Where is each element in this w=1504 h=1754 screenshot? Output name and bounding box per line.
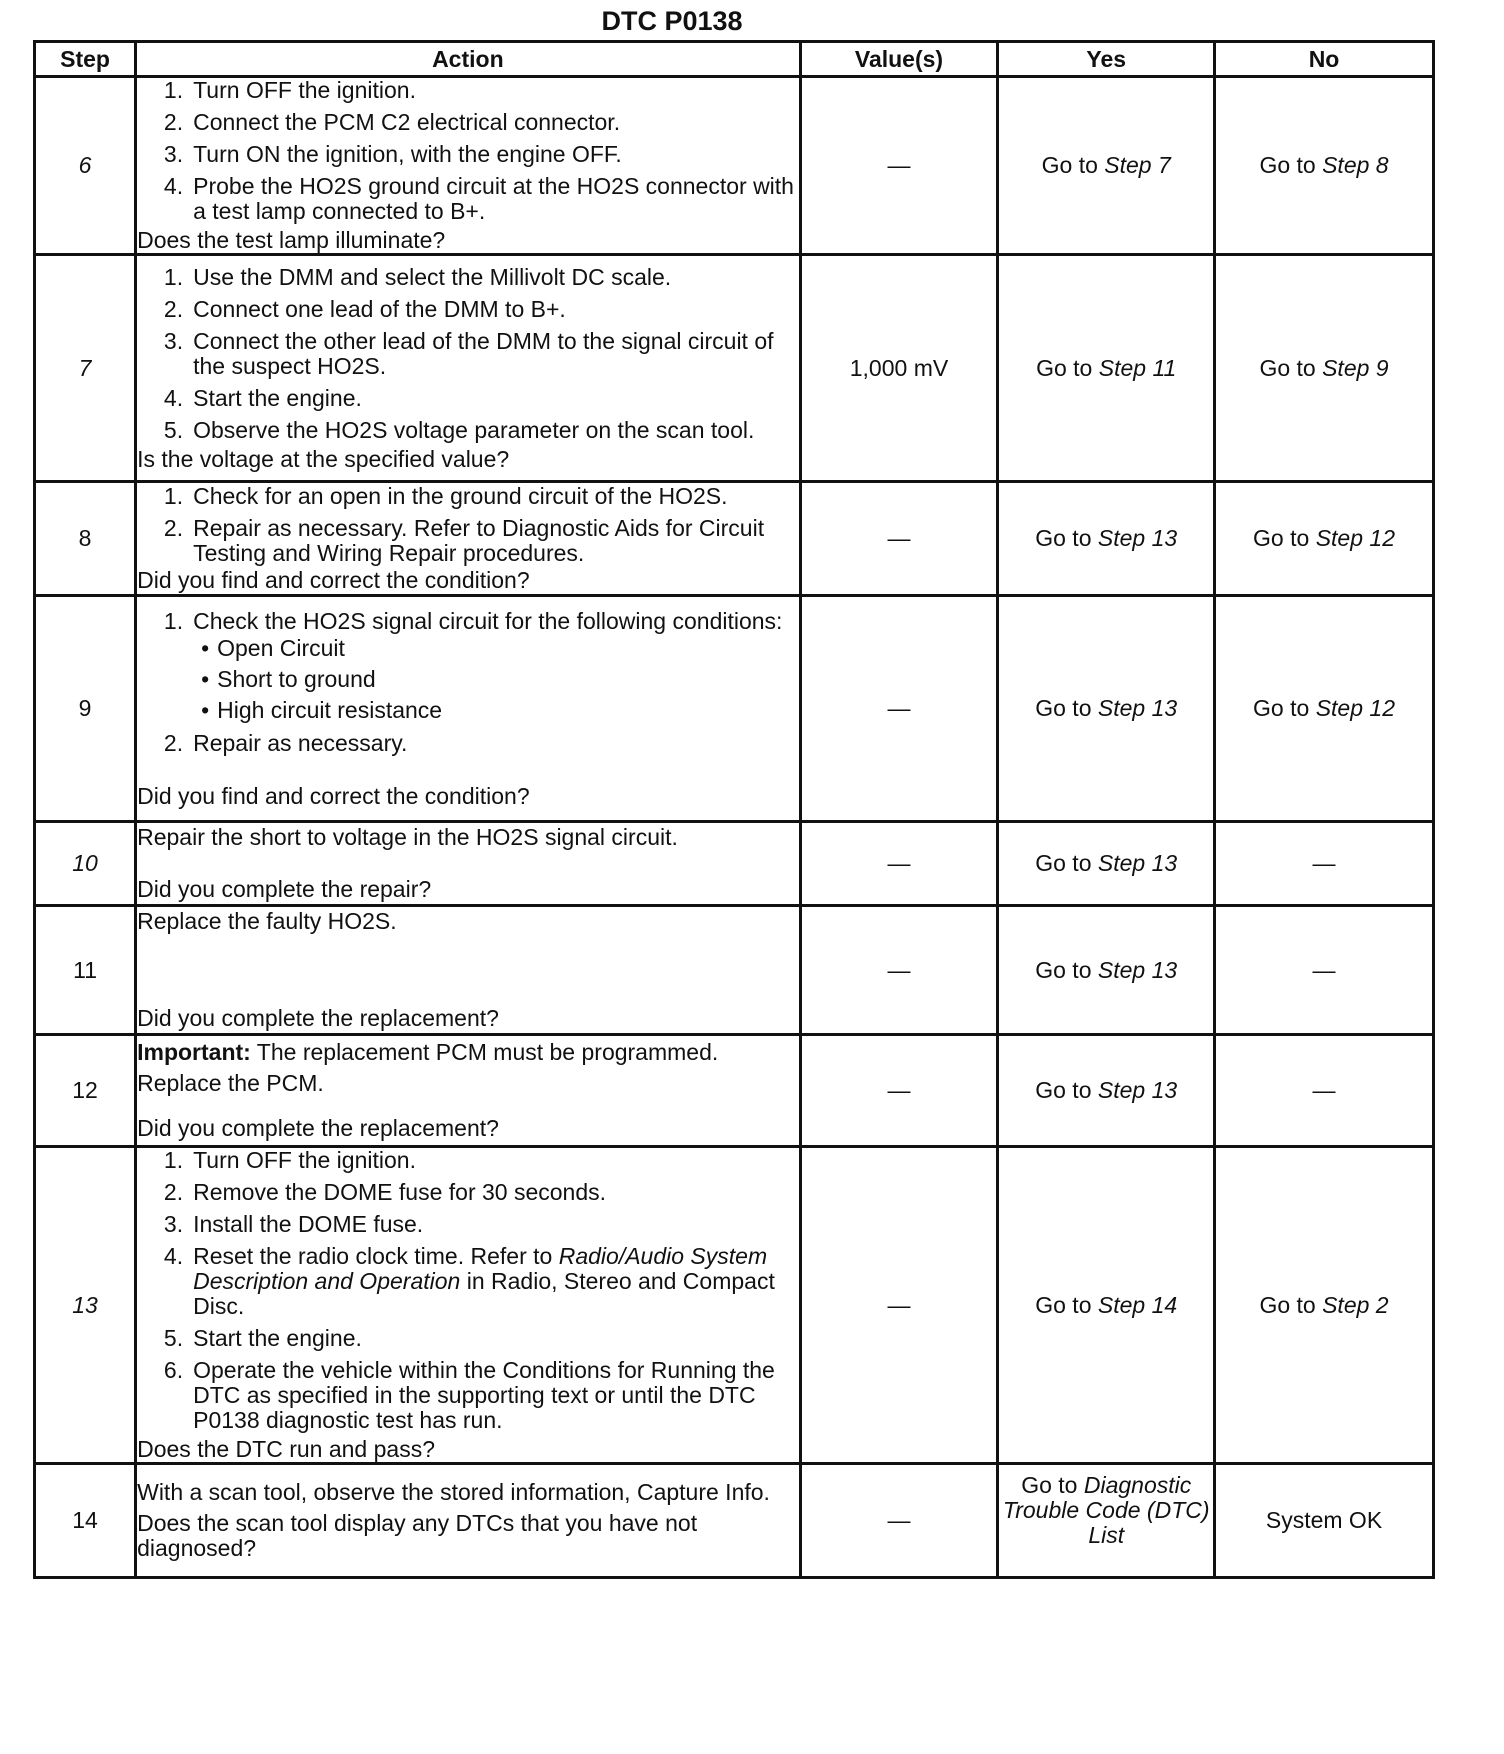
step-number: 14 — [35, 1464, 136, 1578]
list-item: 6. Operate the vehicle within the Conditions for Running the DTC as specified in the supporting text or until the DTC P0138 diagnostic test has run. — [163, 1357, 775, 1433]
list-item: 1. Turn OFF the ignition. — [163, 1147, 416, 1173]
list-item: 2. Connect the PCM C2 electrical connector. — [163, 109, 621, 135]
value-cell: — — [800, 822, 998, 906]
no-cell: Go to Step 12 — [1215, 596, 1434, 822]
action-text: Replace the faulty HO2S. — [137, 908, 397, 934]
list-item: 1. Check the HO2S signal circuit for the following conditions: • Open Circuit • Short to ground • High circuit resistance — [137, 609, 798, 729]
list-item: 5. Start the engine. — [163, 1325, 362, 1351]
yes-cell: Go to Step 11 — [998, 255, 1215, 482]
list-item: 4. Start the engine. — [163, 384, 362, 411]
no-cell: — — [1215, 1035, 1434, 1147]
header-step: Step — [35, 42, 136, 77]
table-row — [35, 1035, 1434, 1147]
diagnostic-table — [33, 40, 1435, 1579]
bullet-item: • High circuit resistance — [201, 696, 443, 723]
header-yes: Yes — [998, 42, 1215, 77]
yes-cell: Go to Step 13 — [998, 482, 1215, 596]
list-item: 2. Repair as necessary. Refer to Diagnostic Aids for Circuit Testing and Wiring Repair procedures. — [163, 515, 765, 566]
step-number: 12 — [35, 1035, 136, 1147]
value-cell: — — [800, 1147, 998, 1464]
list-item: 4. Probe the HO2S ground circuit at the HO2S connector with a test lamp connected to B+. — [163, 173, 794, 224]
no-cell: Go to Step 12 — [1215, 482, 1434, 596]
list-item: 2. Remove the DOME fuse for 30 seconds. — [163, 1179, 607, 1205]
yes-cell: Go to Step 13 — [998, 906, 1215, 1035]
question-text: Does the scan tool display any DTCs that you have not diagnosed? — [137, 1510, 698, 1561]
action-cell — [136, 255, 800, 482]
table-row — [35, 906, 1434, 1035]
action-text: Replace the PCM. — [137, 1070, 324, 1096]
no-cell: Go to Step 8 — [1215, 77, 1434, 255]
list-item: 3. Turn ON the ignition, with the engine OFF. — [163, 141, 622, 167]
no-cell: — — [1215, 906, 1434, 1035]
question-text: Does the test lamp illuminate? — [137, 227, 446, 253]
bullet-item: • Open Circuit — [201, 634, 345, 661]
no-cell: Go to Step 2 — [1215, 1147, 1434, 1464]
list-item: 2. Repair as necessary. — [163, 729, 408, 756]
list-item: 1. Use the DMM and select the Millivolt DC scale. — [163, 263, 672, 290]
step-number: 6 — [35, 77, 136, 255]
yes-cell: Go to Step 13 — [998, 1035, 1215, 1147]
no-cell: — — [1215, 822, 1434, 906]
value-cell: 1,000 mV — [800, 255, 998, 482]
question-text: Did you complete the repair? — [137, 876, 432, 902]
question-text: Did you find and correct the condition? — [137, 567, 530, 593]
header-values: Value(s) — [800, 42, 998, 77]
action-cell — [136, 1464, 800, 1578]
yes-cell: Go to Diagnostic Trouble Code (DTC) List — [998, 1464, 1215, 1578]
question-text: Did you complete the replacement? — [137, 1005, 499, 1031]
action-text: Repair the short to voltage in the HO2S signal circuit. — [137, 824, 678, 850]
yes-cell: Go to Step 13 — [998, 822, 1215, 906]
table-row — [35, 596, 1434, 822]
question-text: Is the voltage at the specified value? — [137, 445, 510, 472]
table-row — [35, 1464, 1434, 1578]
action-text: With a scan tool, observe the stored information, Capture Info. — [137, 1479, 770, 1505]
yes-cell: Go to Step 7 — [998, 77, 1215, 255]
step-number: 9 — [35, 596, 136, 822]
list-item: 5. Observe the HO2S voltage parameter on the scan tool. — [163, 416, 755, 443]
list-item: 3. Install the DOME fuse. — [163, 1211, 424, 1237]
action-cell — [136, 77, 800, 255]
value-cell: — — [800, 1035, 998, 1147]
action-cell — [136, 822, 800, 906]
important-note: Important: The replacement PCM must be programmed. — [137, 1039, 719, 1065]
no-cell: Go to Step 9 — [1215, 255, 1434, 482]
list-item: 2. Connect one lead of the DMM to B+. — [163, 295, 566, 322]
list-item: 1. Check for an open in the ground circuit of the HO2S. — [163, 483, 728, 509]
value-cell: — — [800, 596, 998, 822]
step-number: 11 — [35, 906, 136, 1035]
bullet-item: • Short to ground — [201, 665, 376, 692]
value-cell: — — [800, 77, 998, 255]
question-text: Does the DTC run and pass? — [137, 1436, 435, 1462]
value-cell: — — [800, 906, 998, 1035]
page-title: DTC P0138 — [601, 6, 743, 36]
list-item: 1. Turn OFF the ignition. — [163, 77, 416, 103]
action-cell — [136, 1035, 800, 1147]
header-row — [35, 42, 1434, 77]
table-row — [35, 1147, 1434, 1464]
step-number: 7 — [35, 255, 136, 482]
step-number: 10 — [35, 822, 136, 906]
question-text: Did you find and correct the condition? — [137, 782, 530, 809]
list-item: 3. Connect the other lead of the DMM to the signal circuit of the suspect HO2S. — [163, 327, 774, 379]
table-row — [35, 482, 1434, 596]
value-cell: — — [800, 482, 998, 596]
dtc-list-reference: Diagnostic Trouble Code (DTC) List — [1002, 1472, 1210, 1548]
list-item: 4. Reset the radio clock time. Refer to Radio/Audio System Description and Operation in Radio, Stereo and Compact Disc. — [163, 1243, 775, 1319]
no-cell: System OK — [1215, 1464, 1434, 1578]
yes-cell: Go to Step 14 — [998, 1147, 1215, 1464]
action-cell — [136, 1147, 800, 1464]
action-cell — [136, 906, 800, 1035]
yes-cell: Go to Step 13 — [998, 596, 1215, 822]
header-action: Action — [136, 42, 800, 77]
step-number: 8 — [35, 482, 136, 596]
header-no: No — [1215, 42, 1434, 77]
value-cell: — — [800, 1464, 998, 1578]
question-text: Did you complete the replacement? — [137, 1115, 499, 1141]
step-number: 13 — [35, 1147, 136, 1464]
table-row — [35, 822, 1434, 906]
action-cell — [136, 596, 800, 822]
action-cell — [136, 482, 800, 596]
table-row — [35, 77, 1434, 255]
table-row — [35, 255, 1434, 482]
